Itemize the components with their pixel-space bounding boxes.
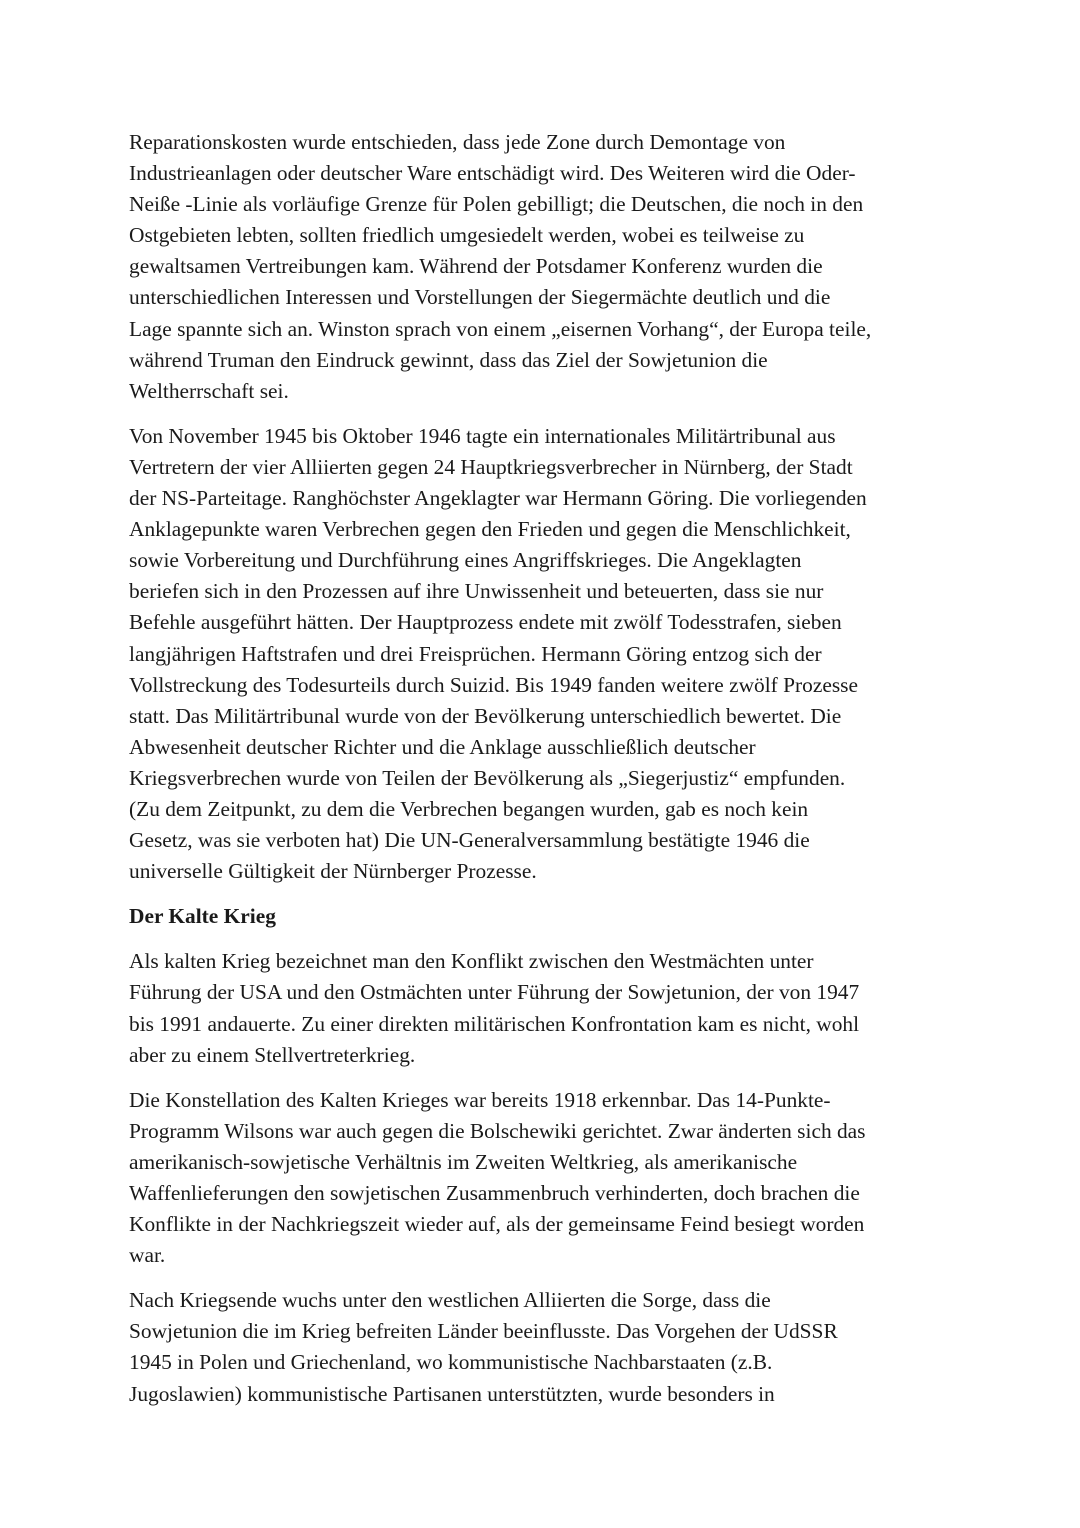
text-line: Ostgebieten lebten, sollten friedlich umgesiedelt werden, wobei es teilweise zu (129, 223, 805, 248)
text-line: Gesetz, was sie verboten hat) Die UN-Generalversammlung bestätigte 1946 die (129, 828, 810, 853)
text-line: Führung der USA und den Ostmächten unter Führung der Sowjetunion, der von 1947 (129, 980, 860, 1005)
text-line: Lage spannte sich an. Winston sprach von einem „eisernen Vorhang“, der Europa teile, (129, 316, 872, 341)
paragraph-spacer (129, 887, 955, 901)
text-line: statt. Das Militärtribunal wurde von der Bevölkerung unterschiedlich bewertet. Die (129, 703, 842, 728)
text-line: war. (129, 1243, 166, 1268)
text-line: Als kalten Krieg bezeichnet man den Konflikt zwischen den Westmächten unter (129, 949, 814, 974)
text-line: langjährigen Haftstrafen und drei Freisprüchen. Hermann Göring entzog sich der (129, 641, 822, 666)
document-body (129, 127, 955, 1410)
paragraph-potsdam (129, 127, 955, 407)
text-line: Von November 1945 bis Oktober 1946 tagte ein internationales Militärtribunal aus (129, 423, 836, 448)
text-line: Kriegsverbrechen wurde von Teilen der Bevölkerung als „Siegerjustiz“ empfunden. (129, 765, 846, 790)
text-line: bis 1991 andauerte. Zu einer direkten militärischen Konfrontation kam es nicht, wohl (129, 1011, 860, 1036)
paragraph-postwar-concerns (129, 1285, 955, 1409)
text-line: Befehle ausgeführt hätten. Der Hauptprozess endete mit zwölf Todesstrafen, sieben (129, 610, 842, 635)
text-line: unterschiedlichen Interessen und Vorstellungen der Siegermächte deutlich und die (129, 285, 831, 310)
text-line: 1945 in Polen und Griechenland, wo kommunistische Nachbarstaaten (z.B. (129, 1350, 773, 1375)
text-line: der NS-Parteitage. Ranghöchster Angeklagter war Hermann Göring. Die vorliegenden (129, 486, 867, 511)
paragraph-spacer (129, 1071, 955, 1085)
text-line: (Zu dem Zeitpunkt, zu dem die Verbrechen begangen wurden, gab es noch kein (129, 796, 809, 821)
text-line: Vollstreckung des Todesurteils durch Suizid. Bis 1949 fanden weitere zwölf Prozesse (129, 672, 859, 697)
text-line: Reparationskosten wurde entschieden, dass jede Zone durch Demontage von (129, 130, 786, 154)
text-line: Anklagepunkte waren Verbrechen gegen den Frieden und gegen die Menschlichkeit, (129, 517, 851, 542)
text-line: Abwesenheit deutscher Richter und die Anklage ausschließlich deutscher (129, 734, 756, 759)
text-line: Nach Kriegsende wuchs unter den westlichen Alliierten die Sorge, dass die (129, 1288, 771, 1313)
paragraph-spacer (129, 1271, 955, 1285)
text-line: gewaltsamen Vertreibungen kam. Während der Potsdamer Konferenz wurden die (129, 254, 823, 279)
heading-text: Der Kalte Krieg (129, 904, 276, 929)
text-line: Neiße -Linie als vorläufige Grenze für Polen gebilligt; die Deutschen, die noch in den (129, 192, 864, 217)
text-line: während Truman den Eindruck gewinnt, dass das Ziel der Sowjetunion die (129, 347, 768, 372)
text-line: sowie Vorbereitung und Durchführung eines Angriffskrieges. Die Angeklagten (129, 548, 802, 573)
paragraph-nuremberg-trials (129, 421, 955, 887)
text-line: Weltherrschaft sei. (129, 378, 289, 403)
text-line: aber zu einem Stellvertreterkrieg. (129, 1042, 416, 1067)
paragraph-spacer (129, 932, 955, 946)
text-line: Konflikte in der Nachkriegszeit wieder auf, als der gemeinsame Feind besiegt worden (129, 1212, 865, 1237)
text-line: Jugoslawien) kommunistische Partisanen unterstützten, wurde besonders in (129, 1381, 775, 1406)
text-line: beriefen sich in den Prozessen auf ihre Unwissenheit und beteuerten, dass sie nur (129, 579, 824, 604)
text-line: universelle Gültigkeit der Nürnberger Prozesse. (129, 859, 537, 884)
paragraph-spacer (129, 407, 955, 421)
text-line: Sowjetunion die im Krieg befreiten Länder beeinflusste. Das Vorgehen der UdSSR (129, 1319, 838, 1344)
paragraph-cold-war-origins (129, 1085, 955, 1272)
text-line: Programm Wilsons war auch gegen die Bolschewiki gerichtet. Zwar änderten sich das (129, 1118, 866, 1143)
section-heading (129, 901, 955, 932)
paragraph-cold-war-definition (129, 946, 955, 1070)
text-line: Waffenlieferungen den sowjetischen Zusammenbruch verhinderten, doch brachen die (129, 1181, 860, 1205)
text-line: amerikanisch-sowjetische Verhältnis im Zweiten Weltkrieg, als amerikanische (129, 1149, 798, 1174)
text-line: Vertretern der vier Alliierten gegen 24 Hauptkriegsverbrecher in Nürnberg, der Stadt (129, 454, 853, 479)
text-line: Die Konstellation des Kalten Krieges war bereits 1918 erkennbar. Das 14-Punkte- (129, 1087, 831, 1112)
text-line: Industrieanlagen oder deutscher Ware entschädigt wird. Des Weiteren wird die Oder- (129, 161, 856, 186)
